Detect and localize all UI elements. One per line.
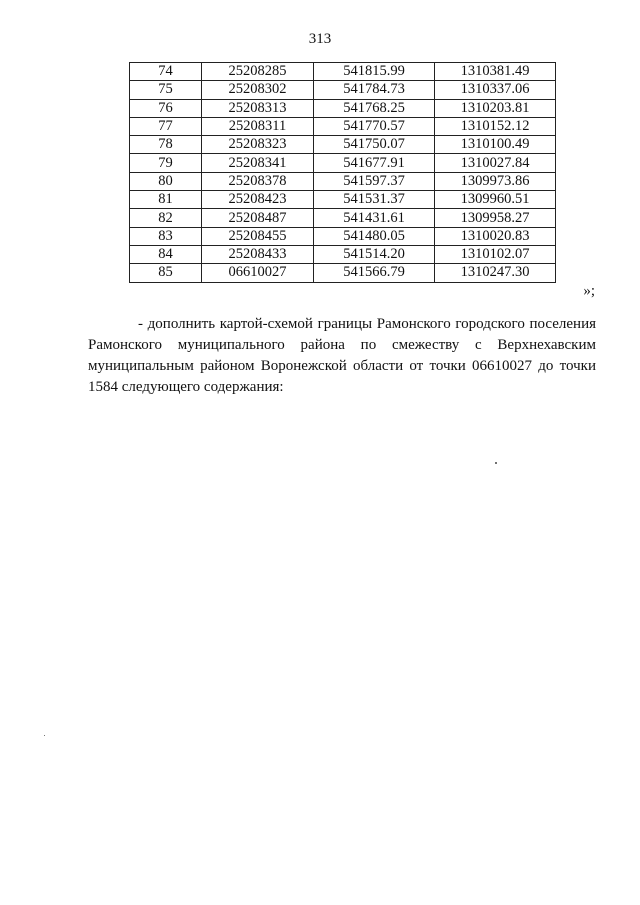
table-row: [130, 99, 556, 117]
y-coordinate-cell: 1310247.30: [435, 264, 556, 282]
y-coordinate-cell: 1310381.49: [435, 63, 556, 81]
x-coordinate-cell: 541431.61: [314, 209, 435, 227]
point-id-cell: 25208341: [202, 154, 314, 172]
x-coordinate-cell: 541750.07: [314, 136, 435, 154]
x-coordinate-cell: 541770.57: [314, 117, 435, 135]
point-number-cell: 85: [130, 264, 202, 282]
table-row: [130, 191, 556, 209]
table-row: [130, 245, 556, 263]
table-row: [130, 172, 556, 190]
table-row: [130, 264, 556, 282]
point-number-cell: 83: [130, 227, 202, 245]
table-row: [130, 154, 556, 172]
table-row: [130, 81, 556, 99]
point-number-cell: 78: [130, 136, 202, 154]
y-coordinate-cell: 1309958.27: [435, 209, 556, 227]
y-coordinate-cell: 1310027.84: [435, 154, 556, 172]
closing-quote-mark: »;: [583, 283, 595, 299]
point-number-cell: 80: [130, 172, 202, 190]
x-coordinate-cell: 541514.20: [314, 245, 435, 263]
x-coordinate-cell: 541531.37: [314, 191, 435, 209]
coordinates-table: [129, 62, 556, 283]
point-number-cell: 74: [130, 63, 202, 81]
x-coordinate-cell: 541480.05: [314, 227, 435, 245]
point-id-cell: 25208285: [202, 63, 314, 81]
point-id-cell: 25208323: [202, 136, 314, 154]
table-row: [130, 209, 556, 227]
table-row: [130, 136, 556, 154]
body-paragraph: - дополнить картой-схемой границы Рамонского городского поселения Рамонского муниципального района по смежеству с Верхнехавским муниципальным районом Воронежской области от точки 06610027 до точки 1584 следующего содержания:: [88, 316, 596, 395]
scan-speck: [495, 462, 497, 464]
x-coordinate-cell: 541677.91: [314, 154, 435, 172]
table-row: [130, 227, 556, 245]
x-coordinate-cell: 541566.79: [314, 264, 435, 282]
y-coordinate-cell: 1310102.07: [435, 245, 556, 263]
point-number-cell: 82: [130, 209, 202, 227]
y-coordinate-cell: 1310152.12: [435, 117, 556, 135]
point-id-cell: 25208423: [202, 191, 314, 209]
point-number-cell: 81: [130, 191, 202, 209]
x-coordinate-cell: 541784.73: [314, 81, 435, 99]
coordinates-table-body: [130, 63, 556, 283]
point-id-cell: 25208313: [202, 99, 314, 117]
x-coordinate-cell: 541768.25: [314, 99, 435, 117]
point-number-cell: 79: [130, 154, 202, 172]
point-id-cell: 06610027: [202, 264, 314, 282]
y-coordinate-cell: 1310020.83: [435, 227, 556, 245]
y-coordinate-cell: 1310337.06: [435, 81, 556, 99]
point-number-cell: 75: [130, 81, 202, 99]
point-number-cell: 84: [130, 245, 202, 263]
x-coordinate-cell: 541597.37: [314, 172, 435, 190]
x-coordinate-cell: 541815.99: [314, 63, 435, 81]
y-coordinate-cell: 1309973.86: [435, 172, 556, 190]
point-id-cell: 25208378: [202, 172, 314, 190]
y-coordinate-cell: 1310100.49: [435, 136, 556, 154]
page-number: 313: [308, 31, 332, 47]
point-number-cell: 76: [130, 99, 202, 117]
point-id-cell: 25208455: [202, 227, 314, 245]
table-row: [130, 63, 556, 81]
point-id-cell: 25208302: [202, 81, 314, 99]
point-id-cell: 25208433: [202, 245, 314, 263]
point-number-cell: 77: [130, 117, 202, 135]
y-coordinate-cell: 1310203.81: [435, 99, 556, 117]
point-id-cell: 25208487: [202, 209, 314, 227]
point-id-cell: 25208311: [202, 117, 314, 135]
scan-speck: [44, 735, 45, 736]
y-coordinate-cell: 1309960.51: [435, 191, 556, 209]
table-row: [130, 117, 556, 135]
